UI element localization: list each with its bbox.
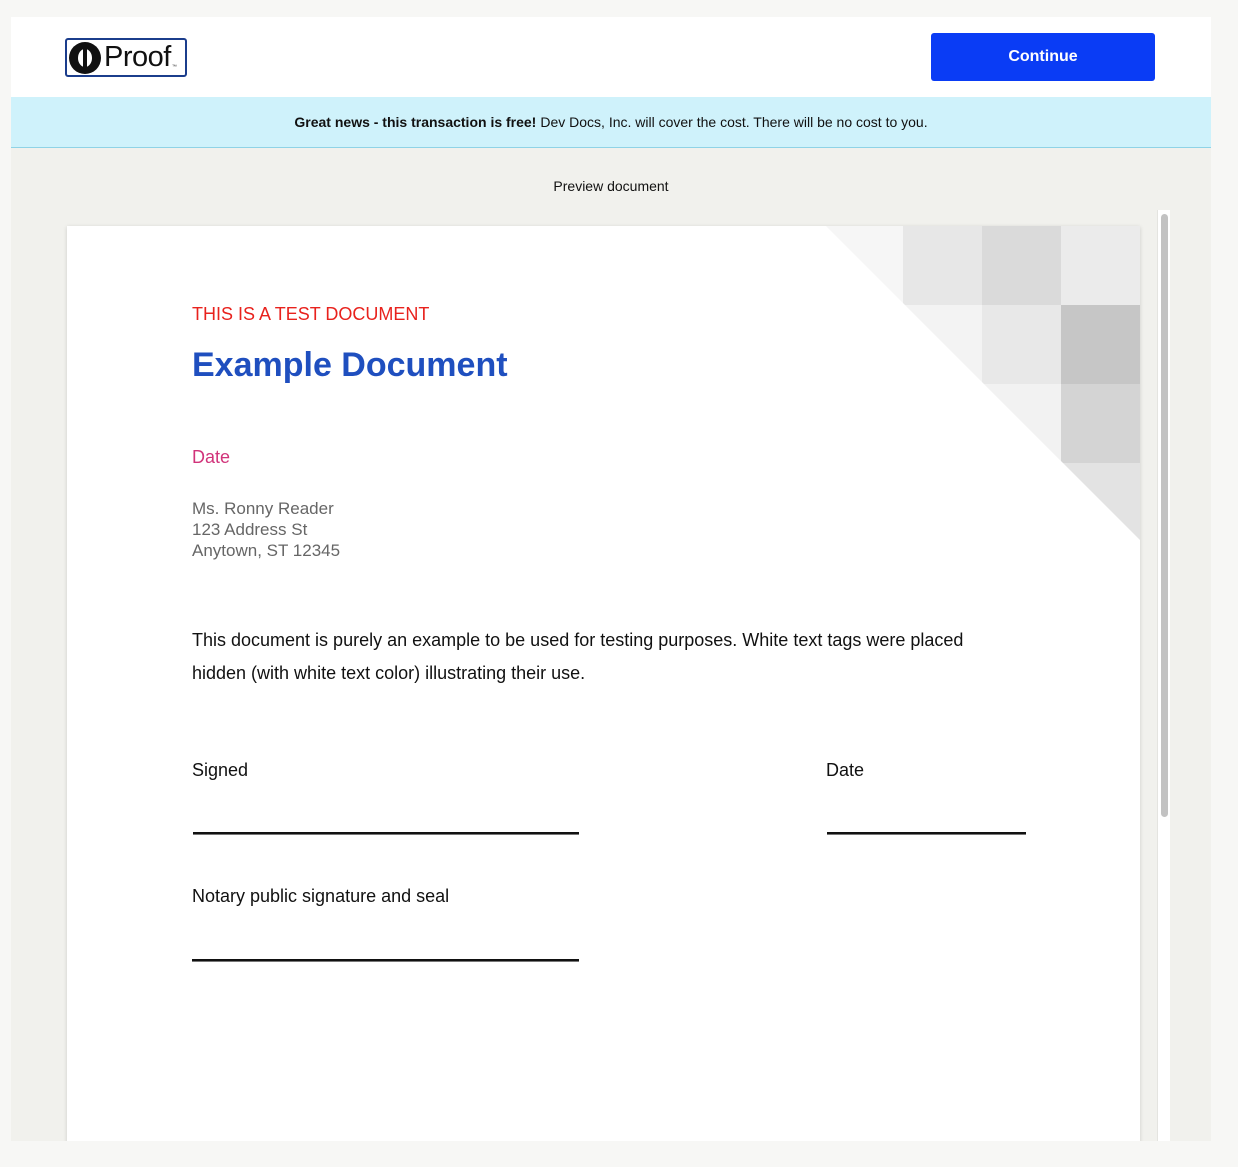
address-street: 123 Address St: [192, 520, 308, 539]
scrollbar-thumb[interactable]: [1161, 214, 1168, 817]
free-transaction-banner: [11, 97, 1211, 148]
continue-button[interactable]: Continue: [931, 33, 1155, 81]
notary-label: Notary public signature and seal: [192, 886, 450, 906]
signed-date-label: Date: [826, 760, 865, 780]
logo-trademark: ™: [171, 64, 177, 70]
document-date-heading: Date: [192, 447, 231, 467]
signed-date-line: [827, 832, 1026, 835]
signed-line: [193, 832, 579, 835]
address-city: Anytown, ST 12345: [192, 541, 341, 560]
test-document-label: THIS IS A TEST DOCUMENT: [192, 304, 430, 324]
signed-label: Signed: [192, 760, 249, 780]
notary-signature-line: [192, 959, 579, 962]
logo-text: Proof: [104, 41, 171, 73]
document-preview-page[interactable]: [67, 226, 1140, 1141]
document-body-text: This document is purely an example to be used for testing purposes. White text tags were placed hidden (with white text color) illustrating their use.: [192, 630, 964, 683]
preview-document-label: Preview document: [553, 178, 669, 194]
proof-logo-icon: [69, 42, 101, 74]
header: [11, 17, 1211, 97]
app-window: [11, 17, 1211, 1141]
address-name: Ms. Ronny Reader: [192, 499, 334, 518]
proof-logo: [65, 38, 187, 77]
banner-bold-text: Great news - this transaction is free!: [294, 114, 537, 130]
recipient-address: [192, 498, 340, 561]
document-scrollbar[interactable]: [1157, 210, 1170, 1141]
banner-text: Dev Docs, Inc. will cover the cost. There will be no cost to you.: [540, 114, 928, 130]
document-title: Example Document: [192, 346, 508, 384]
